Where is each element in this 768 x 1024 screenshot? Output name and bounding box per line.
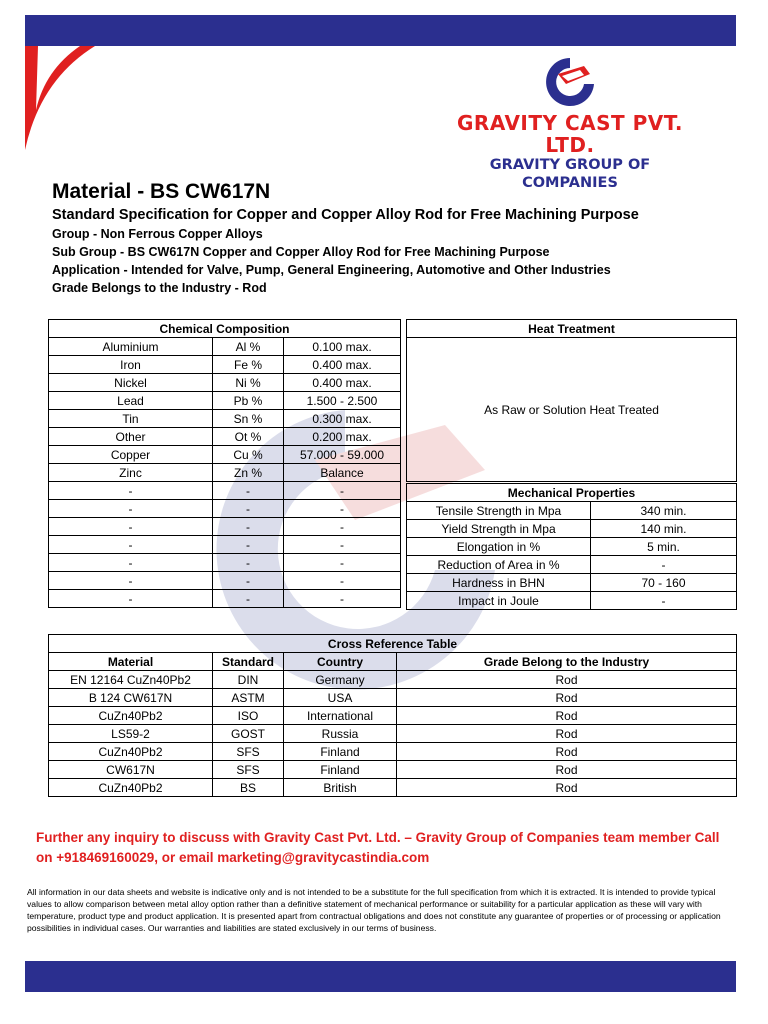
heat-treatment-value: As Raw or Solution Heat Treated xyxy=(407,338,737,482)
table-row: CuZn40Pb2 SFS Finland Rod xyxy=(49,743,737,761)
table-row: Other Ot % 0.200 max. xyxy=(49,428,401,446)
table-row: EN 12164 CuZn40Pb2 DIN Germany Rod xyxy=(49,671,737,689)
table-row: Hardness in BHN 70 - 160 xyxy=(407,574,737,592)
table-row: Tensile Strength in Mpa 340 min. xyxy=(407,502,737,520)
table-row: LS59-2 GOST Russia Rod xyxy=(49,725,737,743)
disclaimer-text: All information in our data sheets and website is indicative only and is not intended to be a substitute for the full specification from which it is extracted. It is intended to provide typical values to allow comparison between metal alloy option rather than a definitive statement of mechanical performance or suitability for a particular application as these will vary with temperature, product type and product application. It is presented apart from contractual obligations and does not constitute any guarantee of properties or of processing or application possibilities in individual cases. Our warranties and liabilities are stated exclusively in our terms of business. xyxy=(27,887,721,933)
table-row: Yield Strength in Mpa 140 min. xyxy=(407,520,737,538)
table-row: Tin Sn % 0.300 max. xyxy=(49,410,401,428)
heat-treatment-table xyxy=(406,319,737,482)
top-banner xyxy=(25,15,736,46)
chemical-header: Chemical Composition xyxy=(49,320,401,338)
table-row: Elongation in % 5 min. xyxy=(407,538,737,556)
decorative-red-arc xyxy=(0,0,120,200)
table-row: - - - xyxy=(49,572,401,590)
cross-reference-table xyxy=(48,634,737,797)
company-logo-icon xyxy=(540,56,600,108)
company-branding xyxy=(440,112,700,192)
table-row: Reduction of Area in % - xyxy=(407,556,737,574)
material-sub-group: Sub Group - BS CW617N Copper and Copper Alloy Rod for Free Machining Purpose xyxy=(52,245,550,259)
chemical-composition-table xyxy=(48,319,401,608)
table-row: CW617N SFS Finland Rod xyxy=(49,761,737,779)
material-title: Material - BS CW617N xyxy=(52,180,271,203)
table-row: - - - xyxy=(49,536,401,554)
table-row: - - - xyxy=(49,554,401,572)
table-header-row: Material Standard Country Grade Belong to the Industry xyxy=(49,653,737,671)
table-row: - - - xyxy=(49,590,401,608)
table-row: Zinc Zn % Balance xyxy=(49,464,401,482)
table-row: Impact in Joule - xyxy=(407,592,737,610)
table-row: Aluminium Al % 0.100 max. xyxy=(49,338,401,356)
inquiry-contact-text: Further any inquiry to discuss with Gravity Cast Pvt. Ltd. – Gravity Group of Companies team member Call on +918469160029, or email marketing@gravitycastindia.com xyxy=(36,830,720,865)
cross-header: Cross Reference Table xyxy=(49,635,737,653)
table-row: - - - xyxy=(49,500,401,518)
table-row: - - - xyxy=(49,518,401,536)
mechanical-header: Mechanical Properties xyxy=(407,484,737,502)
table-row: B 124 CW617N ASTM USA Rod xyxy=(49,689,737,707)
table-row: - - - xyxy=(49,482,401,500)
table-row: Nickel Ni % 0.400 max. xyxy=(49,374,401,392)
company-group: GRAVITY GROUP OF COMPANIES xyxy=(489,157,651,191)
table-row: Iron Fe % 0.400 max. xyxy=(49,356,401,374)
table-row: CuZn40Pb2 BS British Rod xyxy=(49,779,737,797)
bottom-banner xyxy=(25,961,736,992)
material-grade: Grade Belongs to the Industry - Rod xyxy=(52,281,267,295)
company-name: GRAVITY CAST PVT. LTD. xyxy=(457,111,683,157)
heat-header: Heat Treatment xyxy=(407,320,737,338)
material-group: Group - Non Ferrous Copper Alloys xyxy=(52,227,263,241)
material-subtitle: Standard Specification for Copper and Copper Alloy Rod for Free Machining Purpose xyxy=(52,207,639,223)
table-row: Lead Pb % 1.500 - 2.500 xyxy=(49,392,401,410)
table-row: CuZn40Pb2 ISO International Rod xyxy=(49,707,737,725)
table-row: Copper Cu % 57.000 - 59.000 xyxy=(49,446,401,464)
material-application: Application - Intended for Valve, Pump, General Engineering, Automotive and Other Industries xyxy=(52,263,611,277)
mechanical-properties-table xyxy=(406,483,737,610)
